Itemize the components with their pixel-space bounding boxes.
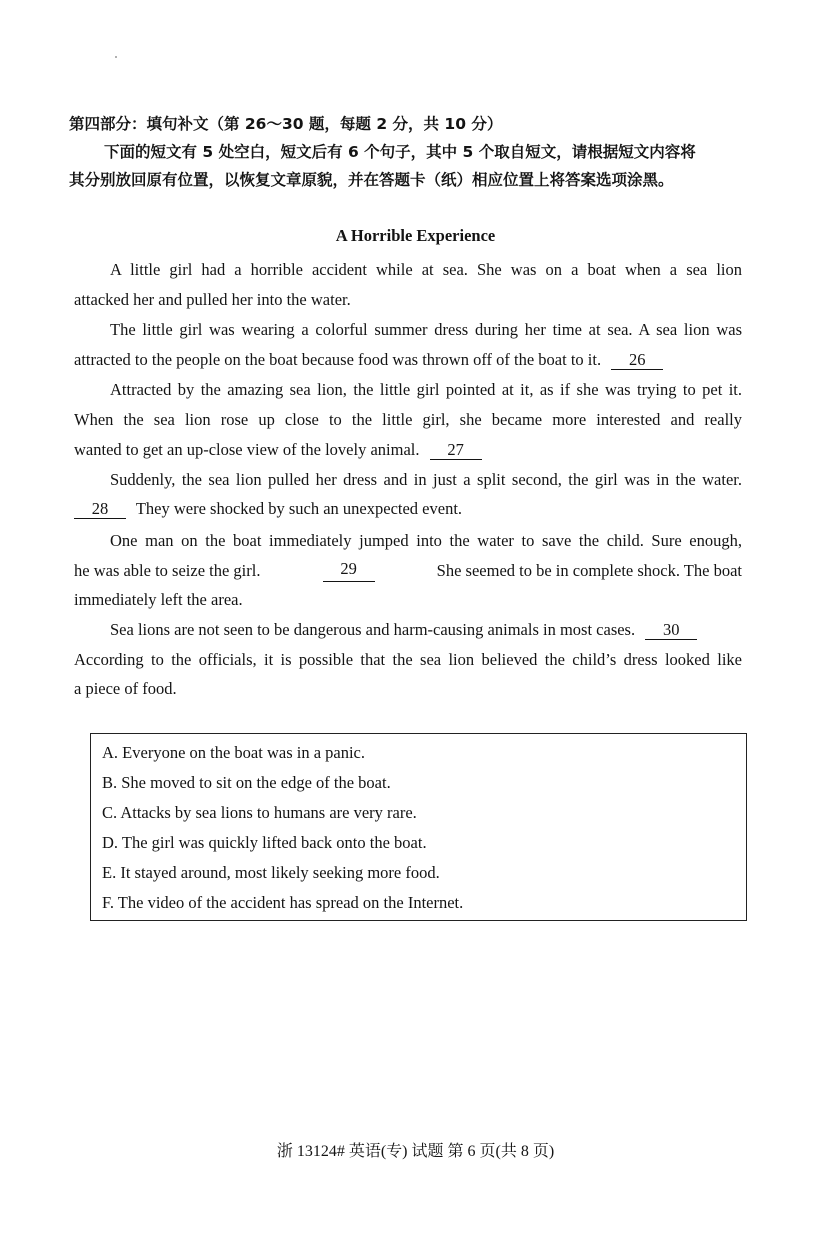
p2-line-2	[74, 349, 663, 371]
blank-28: 28	[74, 500, 126, 519]
p3-line-3-text: wanted to get an up-close view of the lovely animal.	[74, 440, 420, 459]
p3-line-2: When the sea lion rose up close to the little girl, she became more interested and really	[74, 410, 742, 429]
scan-speck	[115, 56, 117, 58]
passage-title: A Horrible Experience	[335, 226, 496, 245]
p3-line-1: Attracted by the amazing sea lion, the little girl pointed at it, as if she was trying to pet it.	[110, 380, 742, 399]
p5-line-2-text-a: he was able to seize the girl.	[74, 561, 261, 580]
p5-line-1: One man on the boat immediately jumped into the water to save the child. Sure enough,	[110, 531, 742, 550]
p6-line-2: According to the officials, it is possible that the sea lion believed the child’s dress looked like	[74, 650, 742, 669]
p4-line-2-text: They were shocked by such an unexpected event.	[135, 499, 463, 518]
p5-line-2	[74, 560, 742, 582]
instruction-line-2: 其分别放回原有位置，以恢复文章原貌，并在答题卡（纸）相应位置上将答案选项涂黑。	[69, 171, 674, 189]
option-b: B. She moved to sit on the edge of the boat.	[102, 773, 391, 792]
page-footer: 浙 13124# 英语(专) 试题 第 6 页(共 8 页)	[276, 1143, 555, 1160]
options-box	[90, 733, 747, 921]
blank-30: 30	[645, 621, 697, 640]
section-heading: 第四部分：填句补文（第 26～30 题，每题 2 分，共 10 分）	[69, 115, 503, 133]
p4-line-1: Suddenly, the sea lion pulled her dress and in just a split second, the girl was in the water.	[110, 470, 742, 489]
p5-line-3: immediately left the area.	[74, 590, 243, 609]
p6-line-3: a piece of food.	[74, 679, 177, 698]
p6-line-1-text: Sea lions are not seen to be dangerous and harm-causing animals in most cases.	[110, 620, 636, 639]
p5-line-2-text-b: She seemed to be in complete shock. The boat	[436, 561, 742, 580]
blank-26: 26	[611, 351, 663, 370]
blank-29: 29	[323, 560, 375, 582]
blank-27: 27	[430, 441, 482, 460]
p1-line-2: attacked her and pulled her into the water.	[74, 290, 351, 309]
p4-line-2	[74, 498, 462, 520]
p2-line-1: The little girl was wearing a colorful summer dress during her time at sea. A sea lion was	[110, 320, 742, 339]
option-f: F. The video of the accident has spread on the Internet.	[102, 893, 464, 912]
option-e: E. It stayed around, most likely seeking more food.	[102, 863, 440, 882]
option-d: D. The girl was quickly lifted back onto the boat.	[102, 833, 427, 852]
option-c: C. Attacks by sea lions to humans are very rare.	[102, 803, 417, 822]
option-a: A. Everyone on the boat was in a panic.	[102, 743, 366, 762]
p6-line-1	[110, 619, 697, 641]
p1-line-1: A little girl had a horrible accident while at sea. She was on a boat when a sea lion	[110, 260, 742, 279]
instruction-line-1: 下面的短文有 5 处空白，短文后有 6 个句子，其中 5 个取自短文，请根据短文内容将	[104, 143, 696, 161]
p3-line-3	[74, 439, 482, 461]
p2-line-2-text: attracted to the people on the boat because food was thrown off of the boat to it.	[74, 350, 602, 369]
